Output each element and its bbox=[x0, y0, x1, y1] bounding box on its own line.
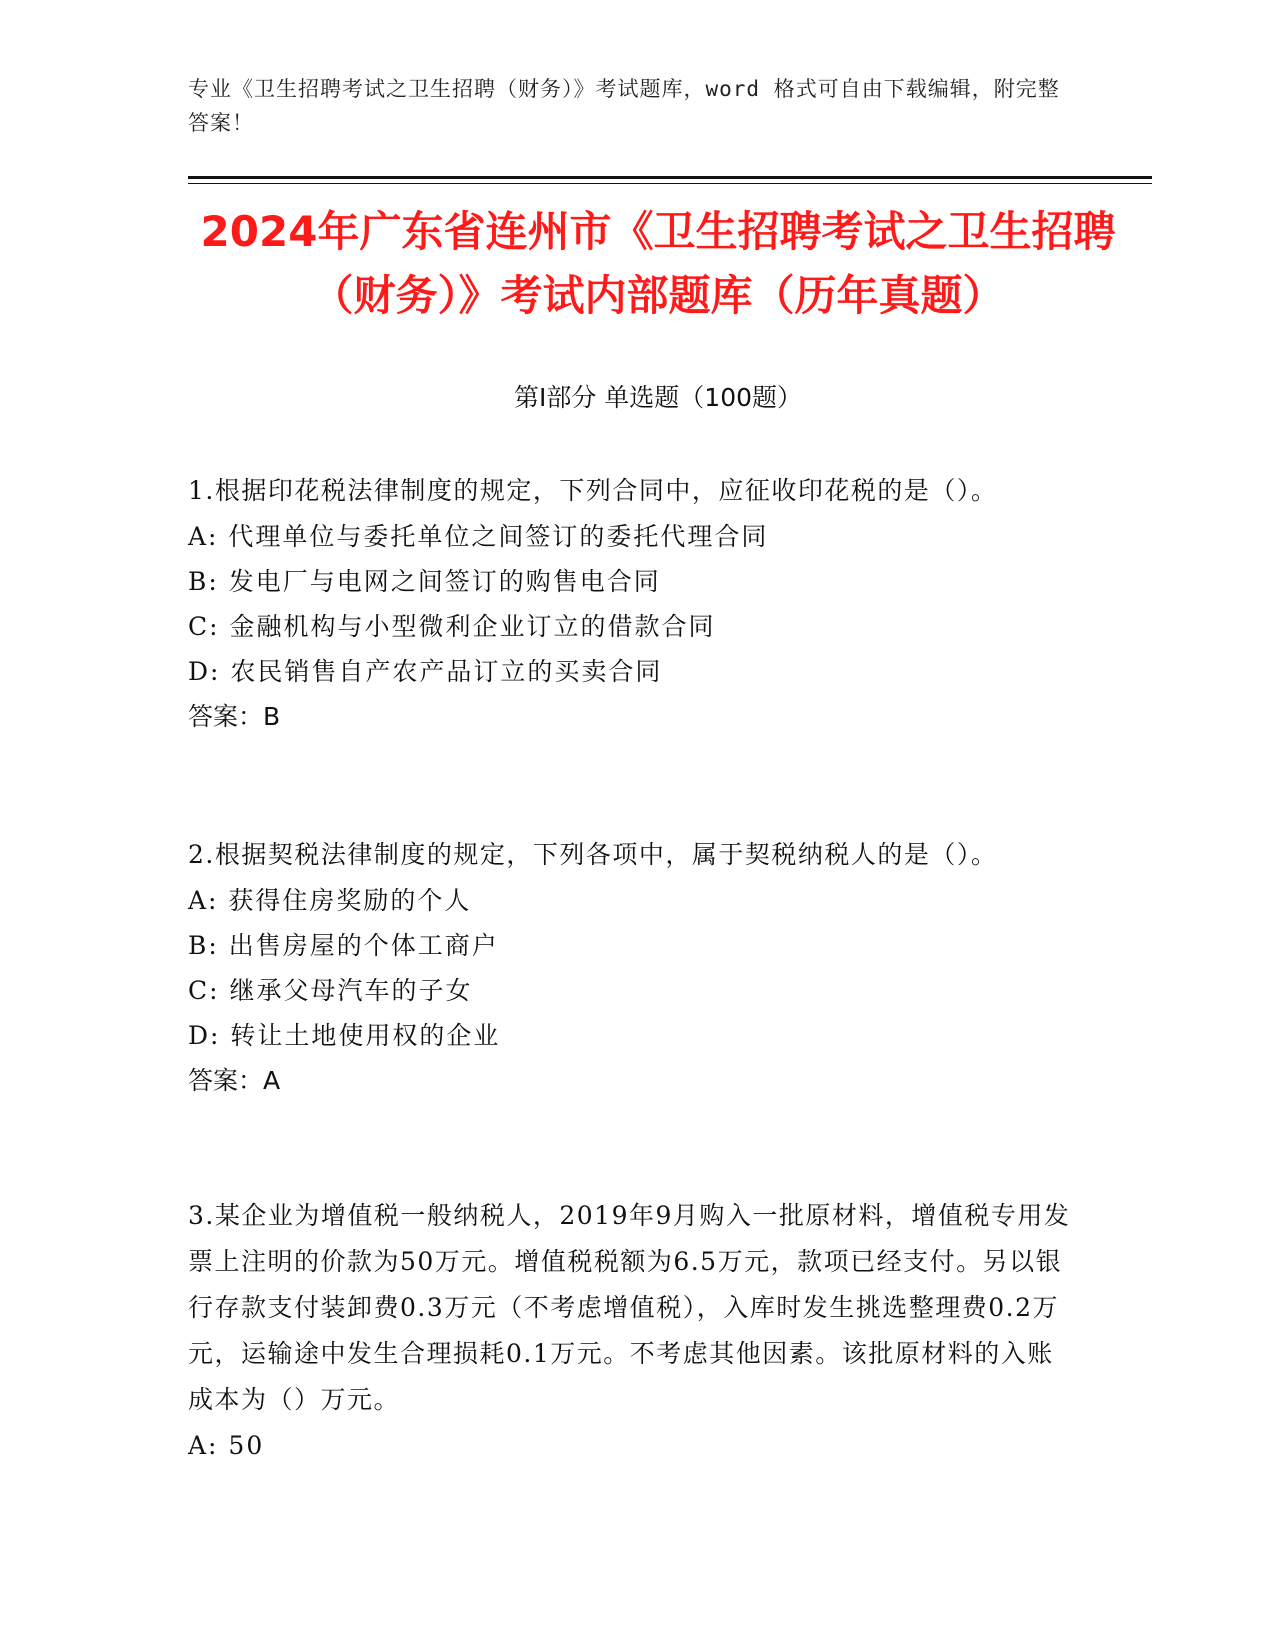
question-stem: 1.根据印花税法律制度的规定，下列合同中，应征收印花税的是（）。 bbox=[188, 476, 998, 505]
option-c: C: 继承父母汽车的子女 bbox=[188, 976, 473, 1005]
option-a: A: 50 bbox=[188, 1431, 265, 1460]
question-stem: 2.根据契税法律制度的规定，下列各项中，属于契税纳税人的是（）。 bbox=[188, 840, 998, 869]
question-3 bbox=[188, 1193, 1078, 1468]
option-a: A: 获得住房奖励的个人 bbox=[188, 886, 472, 915]
option-b: B: 出售房屋的个体工商户 bbox=[188, 931, 499, 960]
answer: 答案：A bbox=[188, 1066, 281, 1095]
header-note: 专业《卫生招聘考试之卫生招聘（财务）》考试题库，word 格式可自由下载编辑，附完整答案！ bbox=[188, 77, 1060, 135]
option-b: B: 发电厂与电网之间签订的购售电合同 bbox=[188, 567, 661, 596]
question-stem: 3.某企业为增值税一般纳税人，2019年9月购入一批原材料，增值税专用发票上注明的价款为50万元。增值税税额为6.5万元，款项已经支付。另以银行存款支付装卸费0.3万元（不考虑增值税），入库时发生挑选整理费0.2万元，运输途中发生合理损耗0.1万元。不考虑其他因素。该批原材料的入账成本为（）万元。 bbox=[188, 1201, 1071, 1414]
option-d: D: 农民销售自产农产品订立的买卖合同 bbox=[188, 657, 663, 686]
question-1 bbox=[188, 468, 1078, 740]
answer: 答案：B bbox=[188, 702, 281, 731]
header-divider-thin bbox=[188, 183, 1152, 184]
option-a: A: 代理单位与委托单位之间签订的委托代理合同 bbox=[188, 522, 769, 551]
option-d: D: 转让土地使用权的企业 bbox=[188, 1021, 501, 1050]
section-heading: 第Ⅰ部分 单选题（100题） bbox=[513, 383, 803, 412]
header-divider-thick bbox=[188, 176, 1152, 179]
document-title: 2024年广东省连州市《卫生招聘考试之卫生招聘（财务）》考试内部题库（历年真题） bbox=[200, 207, 1116, 320]
option-c: C: 金融机构与小型微利企业订立的借款合同 bbox=[188, 612, 716, 641]
question-2 bbox=[188, 832, 1078, 1104]
